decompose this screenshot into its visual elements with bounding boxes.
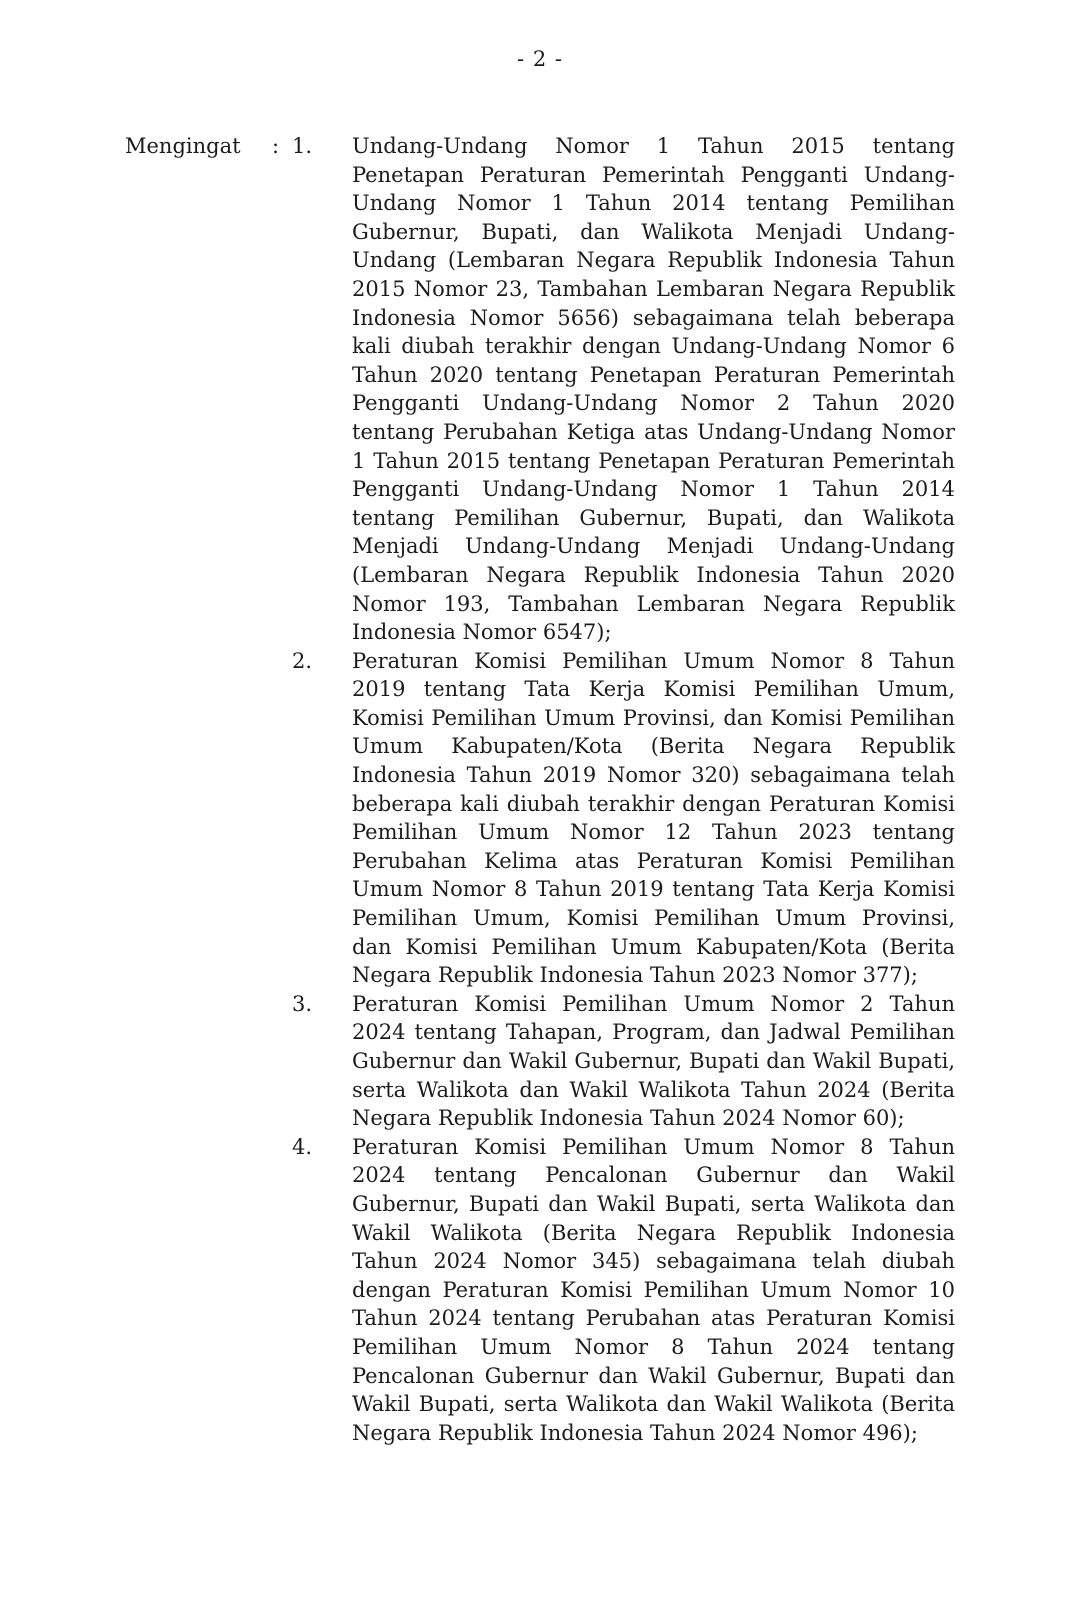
document-page: [0, 45, 1080, 1613]
legal-basis-item-1: [292, 132, 955, 647]
item-text: Peraturan Komisi Pemilihan Umum Nomor 8 Tahun 2024 tentang Pencalonan Gubernur dan Wakil Gubernur, Bupati dan Wakil Bupati, serta Walikota dan Wakil Walikota (Berita Negara Republik Indonesia Tahun 2024 Nomor 345) sebagaimana telah diubah dengan Peraturan Komisi Pemilihan Umum Nomor 10 Tahun 2024 tentang Perubahan atas Peraturan Komisi Pemilihan Umum Nomor 8 Tahun 2024 tentang Pencalonan Gubernur dan Wakil Gubernur, Bupati dan Wakil Bupati, serta Walikota dan Wakil Walikota (Berita Negara Republik Indonesia Tahun 2024 Nomor 496);: [352, 1134, 955, 1445]
legal-basis-item-4: [292, 1133, 955, 1448]
item-text: Peraturan Komisi Pemilihan Umum Nomor 2 Tahun 2024 tentang Tahapan, Program, dan Jadwal Pemilihan Gubernur dan Wakil Gubernur, Bupati dan Wakil Bupati, serta Walikota dan Wakil Walikota Tahun 2024 (Berita Negara Republik Indonesia Tahun 2024 Nomor 60);: [352, 991, 955, 1131]
page-number: - 2 -: [517, 47, 563, 71]
item-number: 4.: [292, 1134, 313, 1159]
item-text: Peraturan Komisi Pemilihan Umum Nomor 8 Tahun 2019 tentang Tata Kerja Komisi Pemilihan Umum, Komisi Pemilihan Umum Provinsi, dan Komisi Pemilihan Umum Kabupaten/Kota (Berita Negara Republik Indonesia Tahun 2019 Nomor 320) sebagaimana telah beberapa kali diubah terakhir dengan Peraturan Komisi Pemilihan Umum Nomor 12 Tahun 2023 tentang Perubahan Kelima atas Peraturan Komisi Pemilihan Umum Nomor 8 Tahun 2019 tentang Tata Kerja Komisi Pemilihan Umum, Komisi Pemilihan Umum Provinsi, dan Komisi Pemilihan Umum Kabupaten/Kota (Berita Negara Republik Indonesia Tahun 2023 Nomor 377);: [352, 648, 955, 988]
mengingat-colon: :: [272, 134, 280, 158]
item-text: Undang-Undang Nomor 1 Tahun 2015 tentang Penetapan Peraturan Pemerintah Pengganti Undang-Undang Nomor 1 Tahun 2014 tentang Pemilihan Gubernur, Bupati, dan Walikota Menjadi Undang-Undang (Lembaran Negara Republik Indonesia Tahun 2015 Nomor 23, Tambahan Lembaran Negara Republik Indonesia Nomor 5656) sebagaimana telah beberapa kali diubah terakhir dengan Undang-Undang Nomor 6 Tahun 2020 tentang Penetapan Peraturan Pemerintah Pengganti Undang-Undang Nomor 2 Tahun 2020 tentang Perubahan Ketiga atas Undang-Undang Nomor 1 Tahun 2015 tentang Penetapan Peraturan Pemerintah Pengganti Undang-Undang Nomor 1 Tahun 2014 tentang Pemilihan Gubernur, Bupati, dan Walikota Menjadi Undang-Undang Menjadi Undang-Undang (Lembaran Negara Republik Indonesia Tahun 2020 Nomor 193, Tambahan Lembaran Negara Republik Indonesia Nomor 6547);: [352, 134, 955, 645]
legal-basis-item-3: [292, 990, 955, 1133]
item-number: 2.: [292, 648, 313, 673]
item-number: 1.: [292, 134, 313, 158]
mengingat-label: Mengingat: [125, 134, 241, 158]
mengingat-list: [292, 132, 955, 1447]
legal-basis-item-2: [292, 647, 955, 990]
mengingat-section: [125, 132, 1080, 1447]
item-number: 3.: [292, 991, 313, 1016]
